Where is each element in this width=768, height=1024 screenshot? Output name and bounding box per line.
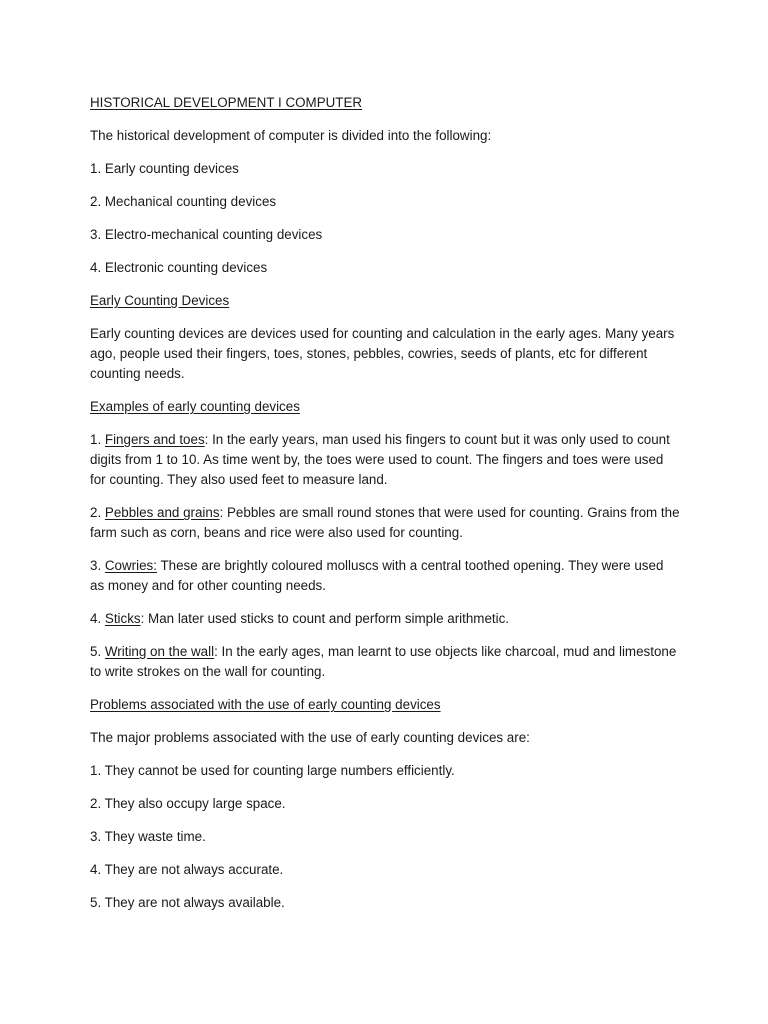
problem-item: 1. They cannot be used for counting large numbers efficiently. xyxy=(90,763,455,778)
section-heading-problems: Problems associated with the use of early counting devices xyxy=(90,697,441,712)
problem-item: 2. They also occupy large space. xyxy=(90,796,286,811)
example-term: Cowries: xyxy=(104,558,157,573)
example-number: 3. xyxy=(90,558,105,573)
division-item: 1. Early counting devices xyxy=(90,161,239,176)
example-text: : In the early years, man used his fingers to count but it was only used to count digits from 1 to 10. As time went by, the toes were used to count. The fingers and toes were used for counting. They also used feet to measure land. xyxy=(90,432,670,487)
intro-paragraph: The historical development of computer is divided into the following: xyxy=(90,128,492,143)
example-item xyxy=(90,609,680,629)
problems-intro-paragraph: The major problems associated with the use of early counting devices are: xyxy=(90,730,530,745)
problem-item: 3. They waste time. xyxy=(90,829,206,844)
example-item xyxy=(90,642,680,682)
example-term: Writing on the wall xyxy=(104,644,215,659)
example-text: These are brightly coloured molluscs with a central toothed opening. They were used as money and for other counting needs. xyxy=(90,558,664,593)
example-number: 5. xyxy=(90,644,105,659)
example-term: Pebbles and grains xyxy=(104,505,220,520)
example-text: : In the early ages, man learnt to use objects like charcoal, mud and limestone to write strokes on the wall for counting. xyxy=(90,644,677,679)
example-term: Sticks xyxy=(104,611,141,626)
example-item xyxy=(90,503,680,543)
example-term: Fingers and toes xyxy=(104,432,205,447)
problem-item: 4. They are not always accurate. xyxy=(90,862,284,877)
example-number: 2. xyxy=(90,505,105,520)
example-text: : Pebbles are small round stones that were used for counting. Grains from the farm such as corn, beans and rice were also used for counting. xyxy=(90,505,680,540)
document-page xyxy=(90,93,680,926)
section-heading-examples: Examples of early counting devices xyxy=(90,399,300,414)
section-heading-early-counting: Early Counting Devices xyxy=(90,293,230,308)
early-counting-paragraph: Early counting devices are devices used for counting and calculation in the early ages. Many years ago, people used their fingers, toes, stones, pebbles, cowries, seeds of plants, etc for different counting needs. xyxy=(90,326,675,381)
example-number: 1. xyxy=(90,432,105,447)
division-item: 4. Electronic counting devices xyxy=(90,260,268,275)
division-item: 2. Mechanical counting devices xyxy=(90,194,277,209)
example-text: : Man later used sticks to count and perform simple arithmetic. xyxy=(140,611,510,626)
example-number: 4. xyxy=(90,611,105,626)
example-item xyxy=(90,430,680,490)
problem-item: 5. They are not always available. xyxy=(90,895,285,910)
division-item: 3. Electro-mechanical counting devices xyxy=(90,227,323,242)
example-item xyxy=(90,556,680,596)
document-title: HISTORICAL DEVELOPMENT I COMPUTER xyxy=(90,95,363,110)
